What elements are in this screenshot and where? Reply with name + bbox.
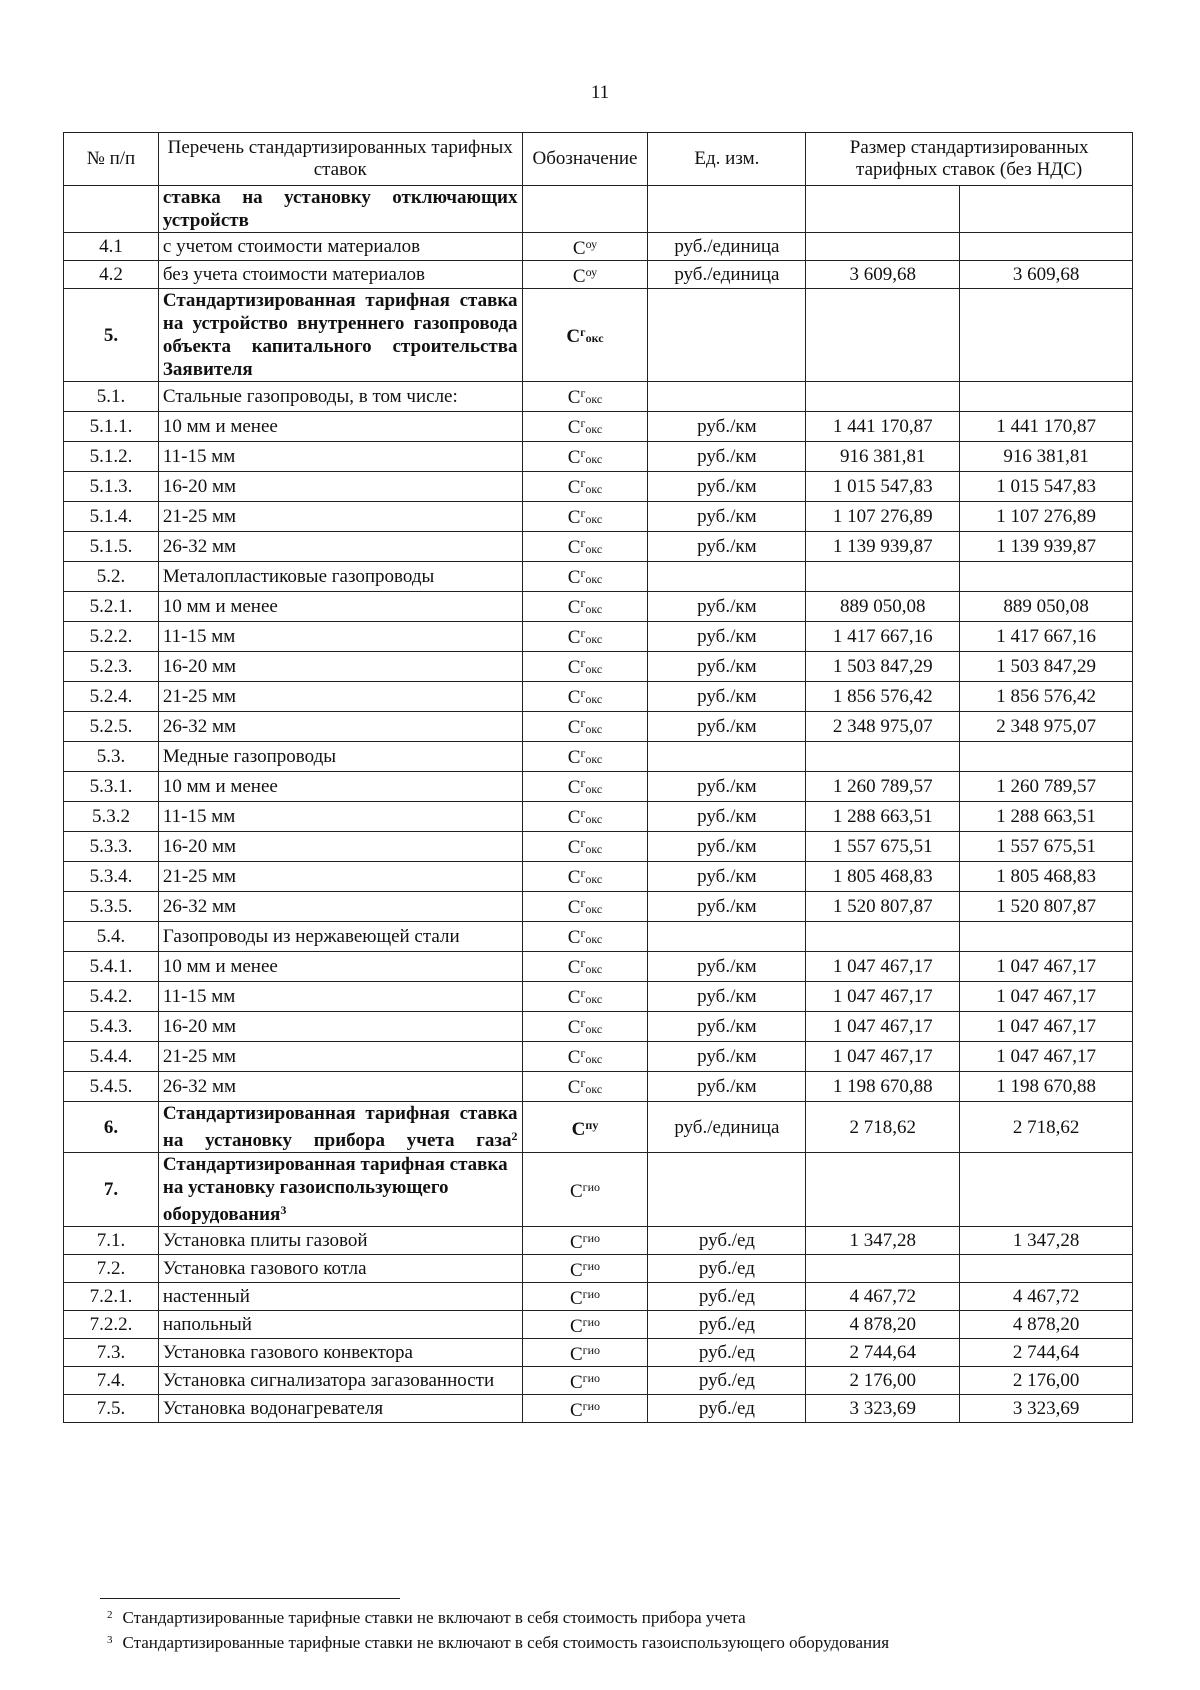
table-row <box>64 922 1133 952</box>
row-symbol: $С^{гио}$ <box>522 1227 648 1255</box>
row-value: 1 520 807,87 <box>806 892 960 922</box>
row-value-2: 4 467,72 <box>960 1283 1133 1311</box>
row-unit: руб./км <box>648 1042 806 1072</box>
row-value-2: 1 417 667,16 <box>960 622 1133 652</box>
table-row <box>64 1283 1133 1311</box>
row-num: 7.4. <box>64 1367 159 1395</box>
row-symbol: $С^гокс$ <box>522 592 648 622</box>
row-unit: руб./км <box>648 892 806 922</box>
row-value-2: 2 176,00 <box>960 1367 1133 1395</box>
row-value: 1 347,28 <box>806 1227 960 1255</box>
table-row <box>64 1072 1133 1102</box>
row-value-2: 1 107 276,89 <box>960 502 1133 532</box>
row-name: настенный <box>158 1283 522 1311</box>
row-unit <box>648 742 806 772</box>
row-unit: руб./единица <box>648 233 806 261</box>
footnote <box>107 1604 889 1629</box>
row-symbol: $С^{оу}$ <box>522 261 648 289</box>
row-name: Установка водонагревателя <box>158 1395 522 1423</box>
row-symbol: $С^гокс$ <box>522 742 648 772</box>
row-symbol: $С^гокс$ <box>522 502 648 532</box>
row-num: 5.2.1. <box>64 592 159 622</box>
table-row-section <box>64 1102 1133 1153</box>
footnotes <box>107 1604 889 1654</box>
row-value-2: 1 805 468,83 <box>960 862 1133 892</box>
row-name: 21-25 мм <box>158 502 522 532</box>
table-row <box>64 982 1133 1012</box>
row-unit: руб./км <box>648 592 806 622</box>
row-num: 5.3. <box>64 742 159 772</box>
table-row <box>64 1339 1133 1367</box>
row-value: 3 323,69 <box>806 1395 960 1423</box>
row-name: 16-20 мм <box>158 652 522 682</box>
footnote-text: Стандартизированные тарифные ставки не включают в себя стоимость газоиспользующего оборудования <box>122 1633 890 1652</box>
row-symbol: $С^{гио}$ <box>522 1395 648 1423</box>
footnote-divider <box>100 1598 400 1599</box>
row-name: напольный <box>158 1311 522 1339</box>
row-value <box>806 562 960 592</box>
row-symbol: $С^гокс$ <box>522 1072 648 1102</box>
table-row <box>64 502 1133 532</box>
row-value-2: 1 198 670,88 <box>960 1072 1133 1102</box>
row-name: 16-20 мм <box>158 472 522 502</box>
row-num: 5.2. <box>64 562 159 592</box>
row-value: 4 878,20 <box>806 1311 960 1339</box>
row-unit <box>648 382 806 412</box>
row-unit: руб./км <box>648 862 806 892</box>
row-unit <box>648 922 806 952</box>
row-name: Медные газопроводы <box>158 742 522 772</box>
table-row <box>64 1227 1133 1255</box>
row-num: 7. <box>64 1153 159 1227</box>
row-symbol: $С^гокс$ <box>522 682 648 712</box>
row-symbol: $С^гокс$ <box>522 622 648 652</box>
row-name: Установка плиты газовой <box>158 1227 522 1255</box>
row-unit: руб./км <box>648 832 806 862</box>
row-symbol: $С^гокс$ <box>522 772 648 802</box>
row-name: 10 мм и менее <box>158 952 522 982</box>
row-symbol: $С^{оу}$ <box>522 233 648 261</box>
row-num: 5.4.5. <box>64 1072 159 1102</box>
row-name: 16-20 мм <box>158 1012 522 1042</box>
row-num: 5.3.1. <box>64 772 159 802</box>
header-name: Перечень стандартизированных тарифных ставок <box>158 133 522 186</box>
footnote-text: Стандартизированные тарифные ставки не включают в себя стоимость прибора учета <box>122 1608 746 1627</box>
row-value-2 <box>960 1153 1133 1227</box>
table-row <box>64 832 1133 862</box>
row-symbol: $С^гокс$ <box>522 472 648 502</box>
row-num: 5.3.2 <box>64 802 159 832</box>
table-row <box>64 1255 1133 1283</box>
row-unit: руб./ед <box>648 1395 806 1423</box>
row-value-2: 1 856 576,42 <box>960 682 1133 712</box>
row-symbol: $С^{гио}$ <box>522 1311 648 1339</box>
header-num: № п/п <box>64 133 159 186</box>
row-name: Стальные газопроводы, в том числе: <box>158 382 522 412</box>
row-value: 3 609,68 <box>806 261 960 289</box>
row-value: 2 176,00 <box>806 1367 960 1395</box>
row-value-2: 3 609,68 <box>960 261 1133 289</box>
row-num: 5.1.3. <box>64 472 159 502</box>
row-name: 16-20 мм <box>158 832 522 862</box>
row-num: 5.1.2. <box>64 442 159 472</box>
row-symbol: $С^гокс$ <box>522 442 648 472</box>
row-name: 10 мм и менее <box>158 412 522 442</box>
row-symbol: $С^гокс$ <box>522 652 648 682</box>
row-symbol: $С^{гио}$ <box>522 1367 648 1395</box>
row-value: 1 198 670,88 <box>806 1072 960 1102</box>
row-name: Стандартизированная тарифная ставка на установку газоиспользующего оборудования$^3$ <box>158 1153 522 1227</box>
row-unit: руб./км <box>648 502 806 532</box>
row-value-2 <box>960 1255 1133 1283</box>
row-symbol: $С^гокс$ <box>522 982 648 1012</box>
row-value-2: 1 288 663,51 <box>960 802 1133 832</box>
row-name: Стандартизированная тарифная ставка на устройство внутреннего газопровода объекта капитального строительства Заявителя <box>158 289 522 382</box>
row-name: 10 мм и менее <box>158 772 522 802</box>
table-row <box>64 532 1133 562</box>
table-row <box>64 562 1133 592</box>
row-value-2 <box>960 562 1133 592</box>
row-value-2 <box>960 186 1133 233</box>
row-num: 7.5. <box>64 1395 159 1423</box>
row-value: 2 718,62 <box>806 1102 960 1153</box>
row-name: Установка газового конвектора <box>158 1339 522 1367</box>
row-value-2: 916 381,81 <box>960 442 1133 472</box>
table-row <box>64 772 1133 802</box>
row-value: 1 107 276,89 <box>806 502 960 532</box>
row-value: 1 047 467,17 <box>806 1012 960 1042</box>
row-value-2: 1 047 467,17 <box>960 1042 1133 1072</box>
row-unit: руб./км <box>648 682 806 712</box>
table-row <box>64 1012 1133 1042</box>
row-name: Газопроводы из нержавеющей стали <box>158 922 522 952</box>
row-symbol: $С^гокс$ <box>522 532 648 562</box>
row-unit: руб./км <box>648 712 806 742</box>
row-symbol: $С^{гио}$ <box>522 1339 648 1367</box>
page-number: 11 <box>590 82 610 103</box>
row-unit: руб./км <box>648 412 806 442</box>
row-symbol: $С^гокс$ <box>522 289 648 382</box>
row-unit: руб./ед <box>648 1339 806 1367</box>
row-unit: руб./км <box>648 802 806 832</box>
row-value: 1 288 663,51 <box>806 802 960 832</box>
row-value-2: 1 015 547,83 <box>960 472 1133 502</box>
table-header-row <box>64 133 1133 186</box>
row-unit: руб./км <box>648 982 806 1012</box>
row-value <box>806 742 960 772</box>
row-num: 5.4. <box>64 922 159 952</box>
row-name: Стандартизированная тарифная ставка на установку прибора учета газа$^2$ <box>158 1102 522 1153</box>
table-row <box>64 442 1133 472</box>
row-symbol: $С^гокс$ <box>522 1042 648 1072</box>
row-name: с учетом стоимости материалов <box>158 233 522 261</box>
row-value-2: 889 050,08 <box>960 592 1133 622</box>
row-symbol: $С^гокс$ <box>522 382 648 412</box>
row-name: 26-32 мм <box>158 712 522 742</box>
table-row <box>64 622 1133 652</box>
row-num: 7.1. <box>64 1227 159 1255</box>
row-value: 1 557 675,51 <box>806 832 960 862</box>
table-row <box>64 1367 1133 1395</box>
row-num: 4.1 <box>64 233 159 261</box>
row-value <box>806 1153 960 1227</box>
row-value <box>806 382 960 412</box>
row-value: 1 503 847,29 <box>806 652 960 682</box>
row-num: 5.2.4. <box>64 682 159 712</box>
table-row-section <box>64 289 1133 382</box>
row-num: 7.2. <box>64 1255 159 1283</box>
row-num: 7.3. <box>64 1339 159 1367</box>
table-row <box>64 592 1133 622</box>
row-unit: руб./единица <box>648 261 806 289</box>
row-unit: руб./км <box>648 1012 806 1042</box>
row-num: 5.4.3. <box>64 1012 159 1042</box>
row-name: 11-15 мм <box>158 442 522 472</box>
table-row <box>64 712 1133 742</box>
row-unit: руб./ед <box>648 1283 806 1311</box>
row-symbol: $С^гокс$ <box>522 832 648 862</box>
row-unit: руб./км <box>648 472 806 502</box>
row-value: 1 015 547,83 <box>806 472 960 502</box>
row-unit <box>648 289 806 382</box>
row-value-2 <box>960 922 1133 952</box>
row-name: 11-15 мм <box>158 982 522 1012</box>
row-name: Установка газового котла <box>158 1255 522 1283</box>
row-num: 6. <box>64 1102 159 1153</box>
row-name: 11-15 мм <box>158 622 522 652</box>
row-unit: руб./км <box>648 652 806 682</box>
row-name: 10 мм и менее <box>158 592 522 622</box>
table-row <box>64 802 1133 832</box>
table-row <box>64 382 1133 412</box>
row-value-2: 2 744,64 <box>960 1339 1133 1367</box>
table-row <box>64 233 1133 261</box>
row-symbol: $С^{гио}$ <box>522 1153 648 1227</box>
row-value: 889 050,08 <box>806 592 960 622</box>
row-value-2 <box>960 233 1133 261</box>
row-value-2: 1 503 847,29 <box>960 652 1133 682</box>
row-value-2: 1 347,28 <box>960 1227 1133 1255</box>
row-value-2: 3 323,69 <box>960 1395 1133 1423</box>
row-value: 1 139 939,87 <box>806 532 960 562</box>
row-num: 5.3.3. <box>64 832 159 862</box>
table-row <box>64 652 1133 682</box>
row-value-2 <box>960 742 1133 772</box>
row-num: 5.1.5. <box>64 532 159 562</box>
row-num: 5.1. <box>64 382 159 412</box>
table-row <box>64 1395 1133 1423</box>
row-symbol: $С^гокс$ <box>522 892 648 922</box>
row-value: 1 047 467,17 <box>806 952 960 982</box>
row-unit: руб./км <box>648 952 806 982</box>
row-name: 26-32 мм <box>158 892 522 922</box>
row-unit: руб./км <box>648 1072 806 1102</box>
row-symbol <box>522 186 648 233</box>
row-value-2: 2 348 975,07 <box>960 712 1133 742</box>
row-symbol: $С^{пу}$ <box>522 1102 648 1153</box>
header-symbol: Обозначение <box>522 133 648 186</box>
row-num: 5.4.4. <box>64 1042 159 1072</box>
row-symbol: $С^гокс$ <box>522 922 648 952</box>
row-value: 916 381,81 <box>806 442 960 472</box>
footnote-ref: 2 <box>511 1129 518 1143</box>
table-row <box>64 186 1133 233</box>
row-value: 1 441 170,87 <box>806 412 960 442</box>
row-unit: руб./км <box>648 532 806 562</box>
table-row <box>64 682 1133 712</box>
row-value: 1 047 467,17 <box>806 1042 960 1072</box>
row-name: Установка сигнализатора загазованности <box>158 1367 522 1395</box>
header-unit: Ед. изм. <box>648 133 806 186</box>
row-value-2: 1 260 789,57 <box>960 772 1133 802</box>
row-value-2: 1 047 467,17 <box>960 952 1133 982</box>
footnote-mark: 2 <box>107 1609 113 1621</box>
row-num: 5.3.5. <box>64 892 159 922</box>
row-unit: руб./единица <box>648 1102 806 1153</box>
row-symbol: $С^гокс$ <box>522 952 648 982</box>
row-num: 5.4.1. <box>64 952 159 982</box>
row-value: 2 348 975,07 <box>806 712 960 742</box>
footnote-ref: 3 <box>280 1203 287 1217</box>
row-unit: руб./км <box>648 772 806 802</box>
row-num: 7.2.2. <box>64 1311 159 1339</box>
row-num: 7.2.1. <box>64 1283 159 1311</box>
row-value-2: 1 047 467,17 <box>960 982 1133 1012</box>
row-unit: руб./ед <box>648 1255 806 1283</box>
header-size: Размер стандартизированных тарифных ставок (без НДС) <box>806 133 1133 186</box>
table-row <box>64 1311 1133 1339</box>
row-value-2: 2 718,62 <box>960 1102 1133 1153</box>
table-row <box>64 472 1133 502</box>
row-value <box>806 289 960 382</box>
row-num: 5.3.4. <box>64 862 159 892</box>
tariff-rates-table <box>63 132 1133 1423</box>
row-symbol: $С^{гио}$ <box>522 1255 648 1283</box>
row-name: 11-15 мм <box>158 802 522 832</box>
row-value: 2 744,64 <box>806 1339 960 1367</box>
row-symbol: $С^гокс$ <box>522 802 648 832</box>
table-row <box>64 1042 1133 1072</box>
row-num: 5.2.3. <box>64 652 159 682</box>
row-value-2 <box>960 382 1133 412</box>
row-value-2: 1 557 675,51 <box>960 832 1133 862</box>
row-value-2: 1 139 939,87 <box>960 532 1133 562</box>
row-unit: руб./км <box>648 622 806 652</box>
table-row <box>64 952 1133 982</box>
row-unit <box>648 1153 806 1227</box>
row-name: 26-32 мм <box>158 532 522 562</box>
row-value: 4 467,72 <box>806 1283 960 1311</box>
row-num: 5.2.5. <box>64 712 159 742</box>
row-num: 5.2.2. <box>64 622 159 652</box>
table-row <box>64 862 1133 892</box>
row-symbol: $С^гокс$ <box>522 412 648 442</box>
row-value: 1 805 468,83 <box>806 862 960 892</box>
row-name: без учета стоимости материалов <box>158 261 522 289</box>
footnote <box>107 1629 889 1654</box>
row-name: ставка на установку отключающих устройств <box>158 186 522 233</box>
row-value: 1 856 576,42 <box>806 682 960 712</box>
row-value-2 <box>960 289 1133 382</box>
row-num: 4.2 <box>64 261 159 289</box>
row-unit: руб./ед <box>648 1227 806 1255</box>
table-row <box>64 261 1133 289</box>
row-symbol: $С^гокс$ <box>522 712 648 742</box>
row-name: 26-32 мм <box>158 1072 522 1102</box>
row-symbol: $С^гокс$ <box>522 562 648 592</box>
row-symbol: $С^гокс$ <box>522 862 648 892</box>
row-num <box>64 186 159 233</box>
row-value-2: 1 520 807,87 <box>960 892 1133 922</box>
row-symbol: $С^гокс$ <box>522 1012 648 1042</box>
row-value: 1 417 667,16 <box>806 622 960 652</box>
row-num: 5.4.2. <box>64 982 159 1012</box>
row-value-2: 1 047 467,17 <box>960 1012 1133 1042</box>
row-name: 21-25 мм <box>158 682 522 712</box>
row-value-2: 4 878,20 <box>960 1311 1133 1339</box>
row-value: 1 260 789,57 <box>806 772 960 802</box>
row-value <box>806 922 960 952</box>
row-num: 5. <box>64 289 159 382</box>
table-row-section <box>64 1153 1133 1227</box>
row-unit: руб./ед <box>648 1311 806 1339</box>
row-num: 5.1.4. <box>64 502 159 532</box>
table-row <box>64 892 1133 922</box>
row-value <box>806 1255 960 1283</box>
table-row <box>64 742 1133 772</box>
table-row <box>64 412 1133 442</box>
row-unit: руб./ед <box>648 1367 806 1395</box>
row-value <box>806 186 960 233</box>
row-value <box>806 233 960 261</box>
row-symbol: $С^{гио}$ <box>522 1283 648 1311</box>
row-value: 1 047 467,17 <box>806 982 960 1012</box>
row-name: 21-25 мм <box>158 1042 522 1072</box>
row-name: Металопластиковые газопроводы <box>158 562 522 592</box>
row-value-2: 1 441 170,87 <box>960 412 1133 442</box>
row-unit: руб./км <box>648 442 806 472</box>
footnote-mark: 3 <box>107 1634 113 1646</box>
row-unit <box>648 562 806 592</box>
row-num: 5.1.1. <box>64 412 159 442</box>
row-unit <box>648 186 806 233</box>
row-name: 21-25 мм <box>158 862 522 892</box>
